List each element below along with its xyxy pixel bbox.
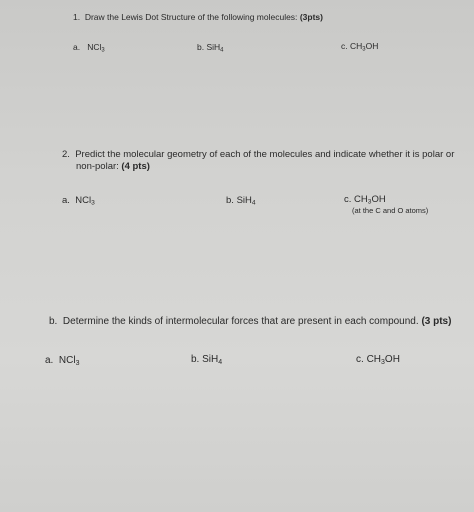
question-2-points: (4 pts) [121, 161, 150, 172]
question-3-part-c: c. $CH_3OH$ [356, 354, 400, 366]
question-1-part-c: c. $CH_3OH$ [341, 41, 379, 53]
question-1-part-b: b. SiH$_4$ [197, 42, 224, 54]
question-2-text: Predict the molecular geometry of each of the molecules and indicate whether it is polar or [75, 149, 455, 160]
question-3-points: (3 pts) [421, 316, 452, 327]
question-3-text: Determine the kinds of intermolecular forces that are present in each compound. [62, 316, 419, 327]
question-3-part-a: a. NCl$_3$ [45, 355, 80, 367]
question-3-part-b: b. SiH$_4$ [191, 354, 223, 366]
question-1-points: (3pts) [299, 12, 323, 22]
question-1-number: 1. [73, 12, 81, 22]
question-2-part-a: a. NCl$_3$ [62, 195, 95, 207]
question-1-part-a: a. NCl$_3$ [73, 42, 105, 54]
question-2-line-1 [62, 149, 454, 160]
question-1-text: Draw the Lewis Dot Structure of the following molecules: [84, 12, 298, 22]
question-2-number: 2. [62, 149, 70, 160]
question-2-part-c: c. $CH_3OH$ [344, 194, 386, 206]
question-2-note: (at the C and O atoms) [352, 206, 429, 215]
question-2-part-b: b. SiH$_4$ [226, 195, 256, 207]
question-1 [73, 12, 323, 22]
question-3 [49, 316, 451, 327]
question-3-number: b. [49, 316, 58, 327]
question-2-line-2: non-polar: (4 pts) [76, 161, 150, 172]
